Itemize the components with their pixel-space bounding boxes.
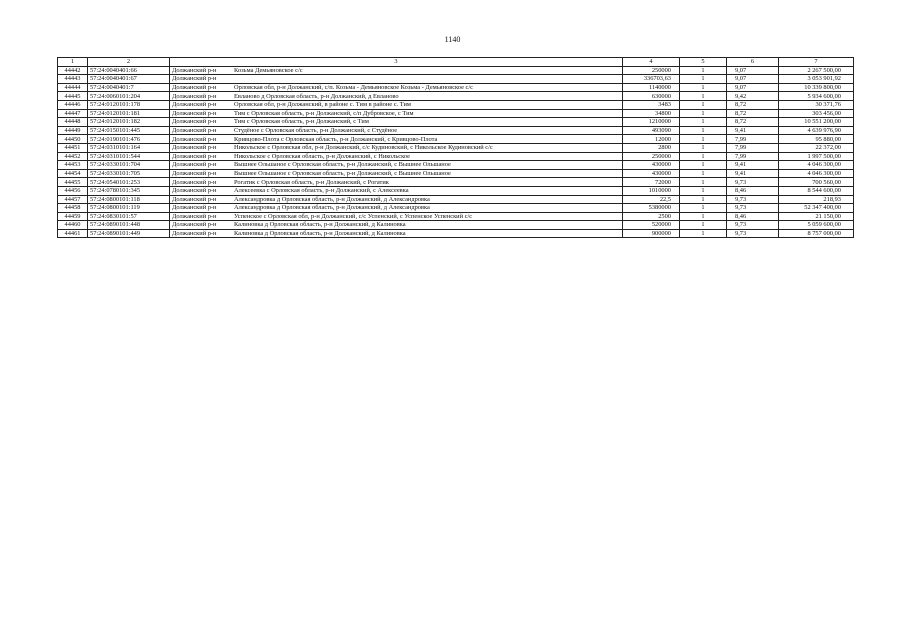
coefficient-cell: 1 (680, 161, 727, 170)
table-row (58, 143, 854, 152)
cadastral-number-cell: 57:24:0040401:7 (88, 83, 170, 92)
table-row (58, 186, 854, 195)
area-cell: 2800 (623, 143, 680, 152)
address-text: Кривцово-Плота с Орловская область, р-н Должанский, с Кривцово-Плота (234, 135, 438, 143)
address-text: Калиновка д Орловская область, р-н Должанский, д Калиновка (234, 221, 406, 229)
rate-cell: 9,73 (727, 204, 779, 213)
table-row (58, 178, 854, 187)
table-row (58, 212, 854, 221)
address-cell (170, 229, 623, 238)
coefficient-cell: 1 (680, 118, 727, 127)
row-number-cell: 44461 (58, 229, 88, 238)
column-header: 4 (623, 58, 680, 67)
address-cell (170, 75, 623, 84)
column-header: 2 (88, 58, 170, 67)
coefficient-cell: 1 (680, 212, 727, 221)
district-label: Должанский р-н (172, 101, 217, 109)
address-cell (170, 186, 623, 195)
column-header: 7 (779, 58, 854, 67)
cadastral-number-cell: 57:24:0120101:181 (88, 109, 170, 118)
table-row (58, 135, 854, 144)
row-number-cell: 44450 (58, 135, 88, 144)
rate-cell: 9,41 (727, 169, 779, 178)
district-label: Должанский р-н (172, 75, 217, 83)
address-text: Студёное с Орловская область, р-н Должанский, с Студёное (234, 126, 398, 134)
cadastral-value-table (57, 57, 854, 238)
coefficient-cell: 1 (680, 152, 727, 161)
table-row (58, 92, 854, 101)
rate-cell: 9,07 (727, 75, 779, 84)
row-number-cell: 44454 (58, 169, 88, 178)
district-label: Должанский р-н (172, 126, 217, 134)
district-label: Должанский р-н (172, 212, 217, 220)
coefficient-cell: 1 (680, 169, 727, 178)
column-header: 5 (680, 58, 727, 67)
table-body (58, 66, 854, 238)
rate-cell: 9,07 (727, 66, 779, 75)
address-cell (170, 126, 623, 135)
district-label: Должанский р-н (172, 109, 217, 117)
address-cell (170, 178, 623, 187)
value-cell: 700 560,00 (779, 178, 854, 187)
district-label: Должанский р-н (172, 195, 217, 203)
table-row (58, 169, 854, 178)
value-cell: 30 371,76 (779, 100, 854, 109)
value-cell: 8 544 600,00 (779, 186, 854, 195)
address-text: Рогатик с Орловская область, р-н Должанский, с Рогатик (234, 178, 389, 186)
row-number-cell: 44444 (58, 83, 88, 92)
area-cell: 2500 (623, 212, 680, 221)
district-label: Должанский р-н (172, 230, 217, 238)
area-cell: 5380000 (623, 204, 680, 213)
coefficient-cell: 1 (680, 221, 727, 230)
page-number: 1140 (444, 35, 461, 44)
coefficient-cell: 1 (680, 195, 727, 204)
cadastral-number-cell: 57:24:0330101:704 (88, 161, 170, 170)
cadastral-number-cell: 57:24:0310101:544 (88, 152, 170, 161)
area-cell: 1210000 (623, 118, 680, 127)
district-label: Должанский р-н (172, 187, 217, 195)
row-number-cell: 44446 (58, 100, 88, 109)
value-cell: 10 339 800,00 (779, 83, 854, 92)
district-label: Должанский р-н (172, 83, 217, 91)
area-cell: 630000 (623, 92, 680, 101)
rate-cell: 8,46 (727, 186, 779, 195)
cadastral-number-cell: 57:24:0120101:182 (88, 118, 170, 127)
area-cell: 430000 (623, 169, 680, 178)
row-number-cell: 44445 (58, 92, 88, 101)
address-text: Александровка д Орловская область, р-н Должанский, д Александровка (234, 204, 430, 212)
rate-cell: 9,41 (727, 126, 779, 135)
value-cell: 303 456,00 (779, 109, 854, 118)
coefficient-cell: 1 (680, 186, 727, 195)
row-number-cell: 44457 (58, 195, 88, 204)
cadastral-number-cell: 57:24:0780101:345 (88, 186, 170, 195)
area-cell: 520000 (623, 221, 680, 230)
table-row (58, 229, 854, 238)
district-label: Должанский р-н (172, 178, 217, 186)
area-cell: 336703,63 (623, 75, 680, 84)
table-row (58, 100, 854, 109)
rate-cell: 8,72 (727, 118, 779, 127)
column-header: 3 (170, 58, 623, 67)
coefficient-cell: 1 (680, 178, 727, 187)
coefficient-cell: 1 (680, 66, 727, 75)
cadastral-number-cell: 57:24:0890101:448 (88, 221, 170, 230)
address-text: Тим с Орловская область, р-н Должанский, с/п Дубровское, с Тим (234, 109, 414, 117)
table-row (58, 83, 854, 92)
address-cell (170, 83, 623, 92)
table-row (58, 152, 854, 161)
address-cell (170, 135, 623, 144)
area-cell: 250000 (623, 66, 680, 75)
table-row (58, 161, 854, 170)
cadastral-number-cell: 57:24:0800101:118 (88, 195, 170, 204)
address-text: Алексеевка с Орловская область, р-н Должанский, с Алексеевка (234, 187, 409, 195)
district-label: Должанский р-н (172, 92, 217, 100)
value-cell: 4 046 300,00 (779, 169, 854, 178)
address-cell (170, 204, 623, 213)
district-label: Должанский р-н (172, 152, 217, 160)
table-header-row (58, 58, 854, 67)
address-text: Евланово д Орловская область, р-н Должанский, д Евланово (234, 92, 399, 100)
rate-cell: 9,73 (727, 221, 779, 230)
district-label: Должанский р-н (172, 221, 217, 229)
address-cell (170, 169, 623, 178)
table-row (58, 204, 854, 213)
row-number-cell: 44459 (58, 212, 88, 221)
row-number-cell: 44449 (58, 126, 88, 135)
address-cell (170, 66, 623, 75)
value-cell: 5 059 600,00 (779, 221, 854, 230)
cadastral-number-cell: 57:24:0800101:119 (88, 204, 170, 213)
district-label: Должанский р-н (172, 66, 217, 74)
table-row (58, 195, 854, 204)
table-row (58, 109, 854, 118)
address-text: Орловская обл, р-н Должанский, с/п. Козьма - Демьяновское Козьма - Демьяновское с/с (234, 83, 473, 91)
table-row (58, 118, 854, 127)
cadastral-number-cell: 57:24:0120101:178 (88, 100, 170, 109)
column-header: 1 (58, 58, 88, 67)
address-text: Никольское с Орловская область, р-н Должанский, с Никольское (234, 152, 410, 160)
value-cell: 52 347 400,00 (779, 204, 854, 213)
cadastral-number-cell: 57:24:0040401:67 (88, 75, 170, 84)
table-row (58, 66, 854, 75)
coefficient-cell: 1 (680, 143, 727, 152)
row-number-cell: 44448 (58, 118, 88, 127)
district-label: Должанский р-н (172, 204, 217, 212)
rate-cell: 9,41 (727, 161, 779, 170)
rate-cell: 9,73 (727, 195, 779, 204)
cadastral-number-cell: 57:24:0060101:204 (88, 92, 170, 101)
area-cell: 3483 (623, 100, 680, 109)
table-row (58, 75, 854, 84)
cadastral-number-cell: 57:24:0540101:253 (88, 178, 170, 187)
value-cell: 10 551 200,00 (779, 118, 854, 127)
rate-cell: 9,07 (727, 83, 779, 92)
area-cell: 900000 (623, 229, 680, 238)
value-cell: 218,93 (779, 195, 854, 204)
cadastral-number-cell: 57:24:0150101:445 (88, 126, 170, 135)
value-cell: 4 639 976,90 (779, 126, 854, 135)
rate-cell: 9,73 (727, 229, 779, 238)
address-text: Успенское с Орловская обл, р-н Должанский, с/с Успенский, с Успенское Успенский с/с (234, 212, 473, 220)
rate-cell: 7,99 (727, 143, 779, 152)
district-label: Должанский р-н (172, 161, 217, 169)
coefficient-cell: 1 (680, 92, 727, 101)
rate-cell: 9,73 (727, 178, 779, 187)
district-label: Должанский р-н (172, 169, 217, 177)
area-cell: 22,5 (623, 195, 680, 204)
coefficient-cell: 1 (680, 229, 727, 238)
address-text: Калиновка д Орловская область, р-н Должанский, д Калиновка (234, 230, 406, 238)
row-number-cell: 44455 (58, 178, 88, 187)
value-cell: 22 372,00 (779, 143, 854, 152)
address-text: Вышнее Ольшаное с Орловская область, р-н Должанский, с Вышнее Ольшаное (234, 161, 451, 169)
cadastral-number-cell: 57:24:0040401:66 (88, 66, 170, 75)
cadastral-number-cell: 57:24:0310101:164 (88, 143, 170, 152)
district-label: Должанский р-н (172, 144, 217, 152)
table-row (58, 126, 854, 135)
address-cell (170, 100, 623, 109)
row-number-cell: 44447 (58, 109, 88, 118)
area-cell: 34800 (623, 109, 680, 118)
area-cell: 250000 (623, 152, 680, 161)
value-cell: 5 934 600,00 (779, 92, 854, 101)
address-cell (170, 221, 623, 230)
rate-cell: 8,72 (727, 109, 779, 118)
row-number-cell: 44451 (58, 143, 88, 152)
rate-cell: 8,72 (727, 100, 779, 109)
coefficient-cell: 1 (680, 126, 727, 135)
value-cell: 2 267 500,00 (779, 66, 854, 75)
row-number-cell: 44458 (58, 204, 88, 213)
coefficient-cell: 1 (680, 109, 727, 118)
area-cell: 1010000 (623, 186, 680, 195)
address-cell (170, 118, 623, 127)
value-cell: 95 880,00 (779, 135, 854, 144)
address-text: Тим с Орловская область, р-н Должанский, с Тим (234, 118, 369, 126)
rate-cell: 8,46 (727, 212, 779, 221)
address-cell (170, 212, 623, 221)
address-cell (170, 161, 623, 170)
coefficient-cell: 1 (680, 100, 727, 109)
address-cell (170, 143, 623, 152)
cadastral-number-cell: 57:24:0190101:476 (88, 135, 170, 144)
row-number-cell: 44442 (58, 66, 88, 75)
address-text: Александровка д Орловская область, р-н Должанский, д Александровка (234, 195, 430, 203)
row-number-cell: 44443 (58, 75, 88, 84)
coefficient-cell: 1 (680, 83, 727, 92)
cadastral-number-cell: 57:24:0830101:57 (88, 212, 170, 221)
area-cell: 493090 (623, 126, 680, 135)
address-cell (170, 195, 623, 204)
cadastral-number-cell: 57:24:0890101:449 (88, 229, 170, 238)
address-cell (170, 109, 623, 118)
area-cell: 430000 (623, 161, 680, 170)
address-text: Вышнее Ольшаное с Орловская область, р-н Должанский, с Вышнее Ольшаное (234, 169, 451, 177)
cadastral-number-cell: 57:24:0330101:705 (88, 169, 170, 178)
row-number-cell: 44460 (58, 221, 88, 230)
district-label: Должанский р-н (172, 135, 217, 143)
rate-cell: 9,42 (727, 92, 779, 101)
rate-cell: 7,99 (727, 152, 779, 161)
coefficient-cell: 1 (680, 135, 727, 144)
value-cell: 21 150,00 (779, 212, 854, 221)
value-cell: 8 757 000,00 (779, 229, 854, 238)
area-cell: 12000 (623, 135, 680, 144)
value-cell: 3 053 901,92 (779, 75, 854, 84)
address-text: Козьма Демьяновское с/с (234, 66, 303, 74)
area-cell: 72000 (623, 178, 680, 187)
address-text: Никольское с Орловская обл, р-н Должанский, с/с Кудиновский, с Никольское Кудиновский с/с (234, 144, 493, 152)
district-label: Должанский р-н (172, 118, 217, 126)
column-header: 6 (727, 58, 779, 67)
coefficient-cell: 1 (680, 75, 727, 84)
row-number-cell: 44456 (58, 186, 88, 195)
address-text: Орловская обл, р-н Должанский, в районе с. Тим в районе с. Тим (234, 101, 411, 109)
area-cell: 1140000 (623, 83, 680, 92)
address-cell (170, 92, 623, 101)
address-cell (170, 152, 623, 161)
row-number-cell: 44453 (58, 161, 88, 170)
table-row (58, 221, 854, 230)
rate-cell: 7,99 (727, 135, 779, 144)
value-cell: 4 046 300,00 (779, 161, 854, 170)
value-cell: 1 997 500,00 (779, 152, 854, 161)
row-number-cell: 44452 (58, 152, 88, 161)
coefficient-cell: 1 (680, 204, 727, 213)
